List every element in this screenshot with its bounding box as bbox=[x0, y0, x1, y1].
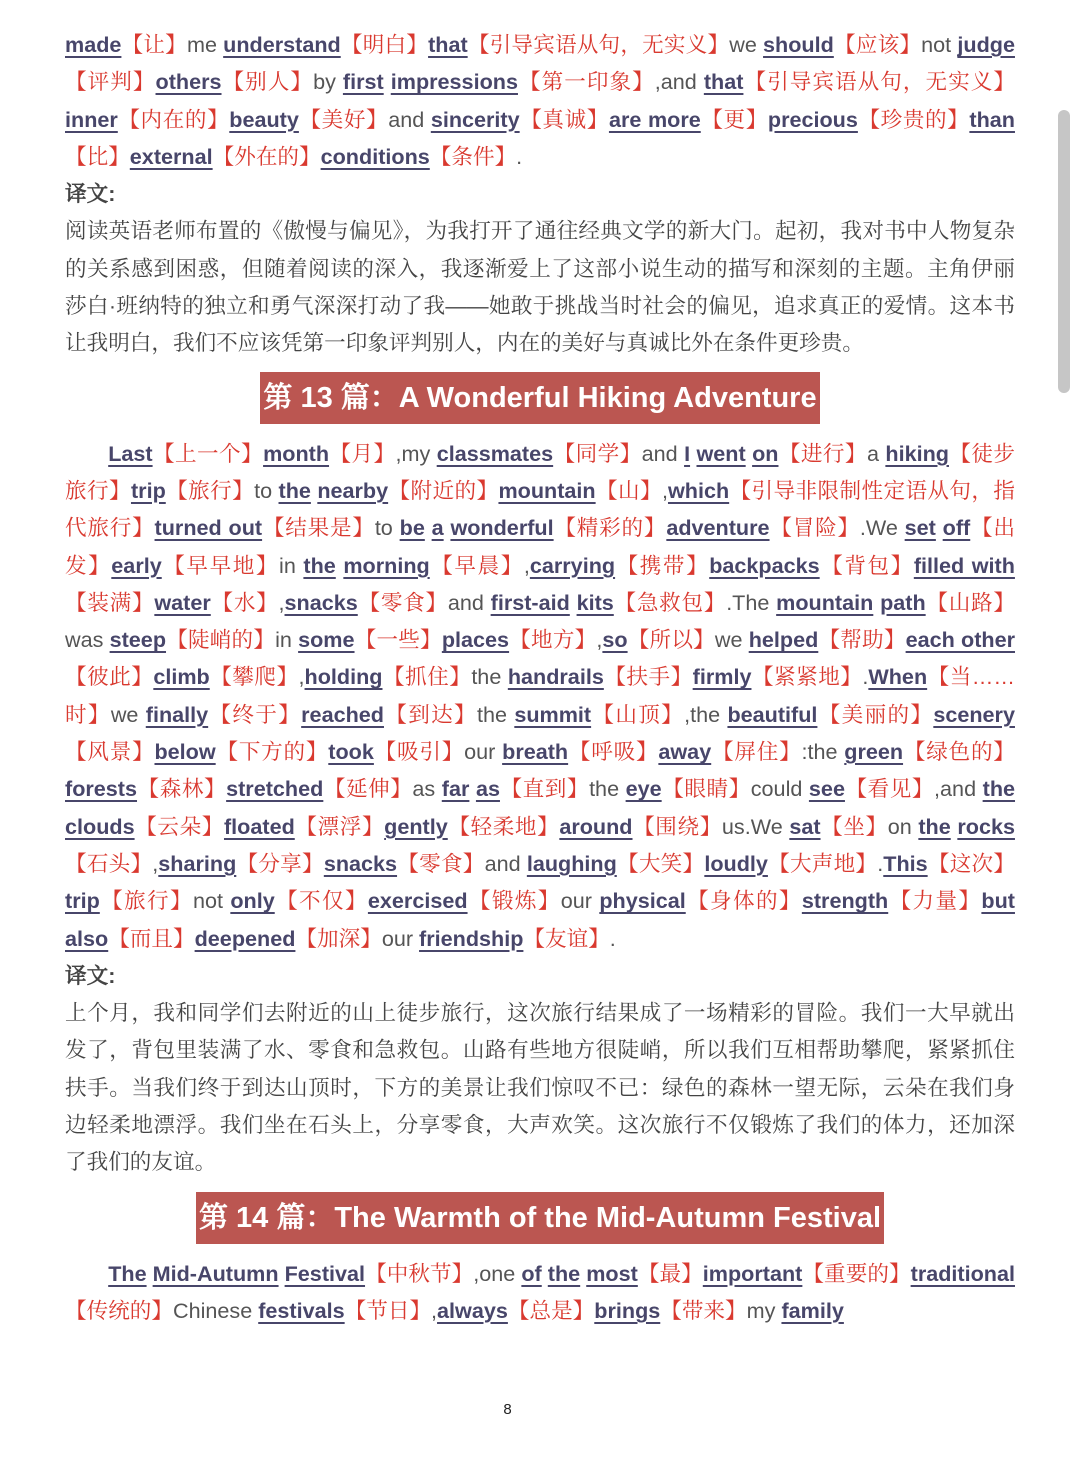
plain-text: not bbox=[192, 888, 231, 914]
plain-text: could bbox=[750, 776, 809, 802]
plain-text: , bbox=[523, 552, 530, 578]
keyword: judge bbox=[957, 32, 1015, 57]
gloss: 【呼吸】 bbox=[568, 739, 659, 765]
passage-14-title: 第 14 篇：The Warmth of the Mid-Autumn Festival bbox=[196, 1192, 884, 1244]
plain-text: , bbox=[152, 850, 159, 876]
keyword: precious bbox=[767, 106, 858, 132]
plain-text: ,one bbox=[473, 1260, 522, 1286]
keyword: scenery bbox=[933, 701, 1015, 727]
gloss: 【一些】 bbox=[354, 627, 442, 653]
gloss: 【分享】 bbox=[236, 850, 324, 876]
keyword: Mid-Autumn bbox=[152, 1260, 279, 1286]
plain-text: a bbox=[866, 440, 886, 466]
keyword: beautiful bbox=[727, 701, 818, 727]
gloss: 【山顶】 bbox=[591, 701, 685, 727]
keyword: of bbox=[521, 1260, 542, 1286]
plain-text: , bbox=[278, 589, 285, 615]
keyword: the bbox=[918, 813, 951, 839]
keyword: sincerity bbox=[430, 106, 520, 132]
gloss: 【所以】 bbox=[627, 627, 715, 653]
gloss: 【不仅】 bbox=[274, 888, 368, 914]
keyword: stretched bbox=[226, 776, 324, 802]
gloss: 【山】 bbox=[595, 477, 662, 503]
keyword: others bbox=[155, 69, 222, 95]
gloss: 【帮助】 bbox=[818, 627, 906, 653]
gloss: 【坐】 bbox=[820, 813, 888, 839]
gloss: 【让】 bbox=[121, 32, 187, 57]
gloss: 【评判】 bbox=[65, 69, 156, 95]
gloss: 【传统的】 bbox=[65, 1297, 173, 1323]
gloss: 【旅行】 bbox=[99, 888, 193, 914]
keyword: turned out bbox=[154, 515, 263, 541]
gloss: 【紧紧地】 bbox=[751, 664, 863, 690]
keyword: external bbox=[129, 143, 213, 169]
keyword: trip bbox=[65, 888, 100, 914]
plain-text bbox=[384, 69, 391, 94]
plain-text: in bbox=[279, 552, 304, 578]
plain-text bbox=[570, 590, 577, 615]
gloss: 【屏住】 bbox=[711, 739, 802, 765]
page-number: 8 bbox=[503, 1401, 512, 1418]
keyword: the bbox=[547, 1260, 581, 1286]
keyword: physical bbox=[599, 888, 686, 914]
gloss: 【下方的】 bbox=[215, 739, 329, 765]
keyword: so bbox=[602, 627, 628, 653]
keyword: only bbox=[230, 888, 275, 914]
gloss: 【引导非限制性定语从句，指代旅行】 bbox=[65, 477, 1015, 541]
gloss: 【重要的】 bbox=[802, 1260, 911, 1286]
keyword: reached bbox=[301, 701, 384, 727]
keyword: family bbox=[781, 1297, 844, 1323]
plain-text: our bbox=[560, 888, 600, 914]
plain-text: ,my bbox=[395, 440, 437, 466]
keyword: hiking bbox=[885, 440, 949, 466]
gloss: 【外在的】 bbox=[212, 143, 321, 169]
keyword: be bbox=[399, 515, 425, 541]
plain-text: . bbox=[516, 143, 523, 169]
plain-text: the bbox=[589, 776, 626, 802]
gloss: 【珍贵的】 bbox=[857, 106, 970, 132]
keyword: backpacks bbox=[709, 552, 820, 578]
keyword: the bbox=[982, 776, 1016, 802]
keyword: nearby bbox=[317, 477, 389, 503]
plain-text: , bbox=[298, 664, 305, 690]
keyword: always bbox=[437, 1297, 508, 1323]
gloss: 【早早地】 bbox=[161, 552, 280, 578]
keyword: strength bbox=[801, 888, 889, 914]
gloss: 【总是】 bbox=[507, 1297, 595, 1323]
plain-text: by bbox=[313, 69, 343, 95]
gloss: 【明白】 bbox=[340, 32, 429, 57]
translation-label: 译文: bbox=[65, 962, 116, 988]
plain-text: to bbox=[254, 477, 279, 503]
gloss: 【比】 bbox=[65, 143, 130, 169]
plain-text: we bbox=[729, 32, 764, 57]
gloss: 【更】 bbox=[700, 106, 768, 132]
gloss: 【攀爬】 bbox=[209, 664, 299, 690]
plain-text bbox=[936, 515, 943, 540]
translation-label: 译文: bbox=[65, 181, 116, 207]
gloss: 【徒步旅行】 bbox=[65, 440, 1015, 503]
keyword: handrails bbox=[507, 664, 604, 690]
keyword: went bbox=[696, 440, 746, 466]
plain-text: and bbox=[484, 850, 527, 876]
keyword: around bbox=[559, 813, 633, 839]
gloss: 【云朵】 bbox=[134, 813, 224, 839]
passage-14-heading bbox=[65, 1192, 1015, 1244]
gloss: 【第一印象】 bbox=[517, 69, 655, 95]
gloss: 【到达】 bbox=[383, 701, 477, 727]
keyword: wonderful bbox=[450, 515, 554, 541]
gloss: 【石头】 bbox=[65, 850, 153, 876]
keyword: understand bbox=[223, 32, 341, 57]
keyword: holding bbox=[304, 664, 383, 690]
keyword: on bbox=[752, 440, 779, 466]
keyword: first bbox=[342, 69, 384, 95]
gloss: 【延伸】 bbox=[323, 776, 413, 802]
gloss: 【美丽的】 bbox=[817, 701, 934, 727]
plain-text: :the bbox=[801, 739, 845, 765]
plain-text: us.We bbox=[721, 813, 790, 839]
gloss: 【当……时】 bbox=[65, 664, 1015, 727]
keyword: kits bbox=[576, 589, 614, 615]
keyword: as bbox=[475, 776, 500, 802]
plain-text: , bbox=[661, 477, 668, 503]
keyword: I bbox=[684, 440, 691, 466]
plain-text: me bbox=[186, 32, 224, 57]
gloss: 【进行】 bbox=[778, 440, 867, 466]
gloss: 【加深】 bbox=[295, 925, 382, 951]
keyword: places bbox=[441, 627, 510, 653]
gloss: 【引导宾语从句，无实义】 bbox=[743, 69, 1015, 95]
keyword: conditions bbox=[320, 143, 430, 169]
gloss: 【而且】 bbox=[108, 925, 195, 951]
gloss: 【急救包】 bbox=[613, 589, 727, 615]
plain-text: Chinese bbox=[172, 1297, 259, 1323]
plain-text: . bbox=[877, 850, 884, 876]
keyword: When bbox=[868, 664, 928, 690]
keyword: steep bbox=[109, 627, 167, 653]
plain-text: ,and bbox=[934, 776, 983, 802]
keyword: traditional bbox=[910, 1260, 1015, 1286]
keyword: than bbox=[969, 106, 1015, 132]
keyword: off bbox=[942, 515, 971, 541]
gloss: 【出发】 bbox=[65, 515, 1016, 578]
keyword: far bbox=[441, 776, 470, 802]
gloss: 【早晨】 bbox=[429, 552, 524, 578]
gloss: 【携带】 bbox=[615, 552, 710, 578]
plain-text: ,and bbox=[654, 69, 704, 95]
gloss: 【彼此】 bbox=[65, 664, 154, 690]
gloss: 【旅行】 bbox=[165, 477, 255, 503]
plain-text: . bbox=[862, 664, 869, 690]
keyword: month bbox=[263, 440, 330, 466]
gloss: 【精彩的】 bbox=[553, 515, 667, 541]
plain-text bbox=[425, 515, 432, 540]
gloss: 【绿色的】 bbox=[903, 739, 1015, 765]
gloss: 【力量】 bbox=[888, 888, 982, 914]
keyword: took bbox=[328, 739, 374, 765]
keyword: floated bbox=[223, 813, 295, 839]
plain-text: on bbox=[887, 813, 919, 839]
gloss: 【装满】 bbox=[65, 589, 155, 615]
plain-text: the bbox=[476, 701, 515, 727]
plain-text: the bbox=[471, 664, 508, 690]
keyword: sharing bbox=[158, 850, 237, 876]
plain-text: in bbox=[275, 627, 299, 653]
plain-text: and bbox=[641, 440, 685, 466]
keyword: see bbox=[808, 776, 845, 802]
plain-text: ,the bbox=[684, 701, 728, 727]
page-content bbox=[65, 26, 1015, 1329]
keyword: impressions bbox=[390, 69, 518, 95]
gloss: 【美好】 bbox=[298, 106, 389, 132]
gloss: 【中秋节】 bbox=[365, 1260, 474, 1286]
plain-text: we bbox=[110, 701, 146, 727]
gloss: 【大笑】 bbox=[616, 850, 705, 876]
gloss: 【轻柔地】 bbox=[447, 813, 560, 839]
keyword: laughing bbox=[526, 850, 617, 876]
gloss: 【别人】 bbox=[221, 69, 314, 95]
keyword: friendship bbox=[419, 925, 524, 951]
keyword: eye bbox=[625, 776, 662, 802]
gloss: 【带来】 bbox=[660, 1297, 747, 1323]
plain-text: . bbox=[609, 925, 616, 951]
keyword: mountain bbox=[776, 589, 874, 615]
gloss: 【节日】 bbox=[344, 1297, 432, 1323]
gloss: 【陡峭的】 bbox=[166, 627, 276, 653]
keyword: each other bbox=[905, 627, 1015, 653]
keyword: but also bbox=[65, 888, 1015, 951]
gloss: 【零食】 bbox=[397, 850, 485, 876]
keyword: classmates bbox=[436, 440, 554, 466]
passage-12-translation: 阅读英语老师布置的《傲慢与偏见》，为我打开了通往经典文学的新大门。起初，我对书中人物复杂的关系感到困惑，但随着阅读的深入，我逐渐爱上了这部小说生动的描写和深刻的主题。主角伊丽莎白·班纳特的独立和勇气深深打动了我——她敢于挑战当时社会的偏见，追求真正的爱情。这本书让我明白，我们不应该凭第一印象评判别人，内在的美好与真诚比外在条件更珍贵。 bbox=[65, 218, 1015, 356]
passage-13-translation: 上个月，我和同学们去附近的山上徒步旅行，这次旅行结果成了一场精彩的冒险。我们一大早就出发了，背包里装满了水、零食和急救包。山路有些地方很陡峭，所以我们互相帮助攀爬，紧紧抓住扶手。当我们终于到达山顶时，下方的美景让我们惊叹不已：绿色的森林一望无际，云朵在我们身边轻柔地漂浮。我们坐在石头上，分享零食，大声欢笑。这次旅行不仅锻炼了我们的体力，还加深了我们的友谊。 bbox=[65, 1000, 1015, 1175]
gloss: 【看见】 bbox=[844, 776, 935, 802]
keyword: filled with bbox=[913, 552, 1015, 578]
keyword: trip bbox=[130, 477, 166, 503]
keyword: first-aid bbox=[490, 589, 570, 615]
gloss: 【地方】 bbox=[509, 627, 597, 653]
scrollbar-thumb[interactable] bbox=[1058, 110, 1070, 393]
gloss: 【抓住】 bbox=[382, 664, 472, 690]
keyword: most bbox=[586, 1260, 638, 1286]
gloss: 【大声地】 bbox=[767, 850, 878, 876]
plain-text: as bbox=[412, 776, 442, 802]
keyword: snacks bbox=[323, 850, 398, 876]
keyword: green bbox=[844, 739, 904, 765]
gloss: 【风景】 bbox=[65, 739, 155, 765]
keyword: away bbox=[658, 739, 712, 765]
plain-text: .We bbox=[859, 515, 905, 541]
keyword: should bbox=[763, 32, 834, 57]
plain-text: our bbox=[381, 925, 420, 951]
gloss: 【上一个】 bbox=[152, 440, 264, 466]
gloss: 【锻炼】 bbox=[467, 888, 561, 914]
gloss: 【围绕】 bbox=[632, 813, 722, 839]
gloss: 【冒险】 bbox=[769, 515, 860, 541]
gloss: 【背包】 bbox=[819, 552, 914, 578]
keyword: exercised bbox=[367, 888, 468, 914]
gloss: 【这次】 bbox=[927, 850, 1015, 876]
plain-text: .The bbox=[726, 589, 777, 615]
keyword: early bbox=[111, 552, 162, 578]
gloss: 【扶手】 bbox=[603, 664, 693, 690]
gloss: 【结果是】 bbox=[262, 515, 375, 541]
keyword: the bbox=[278, 477, 311, 503]
plain-text: not bbox=[921, 32, 958, 57]
passage-12-closing-paragraph bbox=[65, 26, 1015, 175]
keyword: gently bbox=[384, 813, 448, 839]
gloss: 【眼睛】 bbox=[661, 776, 751, 802]
keyword: a bbox=[431, 515, 444, 541]
gloss: 【最】 bbox=[637, 1260, 703, 1286]
gloss: 【直到】 bbox=[499, 776, 590, 802]
gloss: 【附近的】 bbox=[388, 477, 499, 503]
gloss: 【条件】 bbox=[429, 143, 517, 169]
gloss: 【应该】 bbox=[833, 32, 922, 57]
keyword: rocks bbox=[957, 813, 1015, 839]
keyword: important bbox=[702, 1260, 803, 1286]
keyword: deepened bbox=[194, 925, 296, 951]
keyword: inner bbox=[65, 106, 118, 132]
gloss: 【漂浮】 bbox=[294, 813, 385, 839]
gloss: 【内在的】 bbox=[117, 106, 230, 132]
plain-text: my bbox=[746, 1297, 782, 1323]
keyword: morning bbox=[343, 552, 430, 578]
gloss: 【友谊】 bbox=[523, 925, 610, 951]
keyword: breath bbox=[502, 739, 569, 765]
plain-text: we bbox=[714, 627, 749, 653]
plain-text: and bbox=[388, 106, 431, 132]
keyword: festivals bbox=[258, 1297, 345, 1323]
passage-13-paragraph bbox=[65, 435, 1015, 957]
keyword: brings bbox=[594, 1297, 661, 1323]
keyword: adventure bbox=[666, 515, 770, 541]
gloss: 【山路】 bbox=[925, 589, 1015, 615]
keyword: helped bbox=[748, 627, 819, 653]
gloss: 【真诚】 bbox=[519, 106, 609, 132]
keyword: summit bbox=[514, 701, 592, 727]
keyword: beauty bbox=[229, 106, 299, 132]
keyword: below bbox=[154, 739, 216, 765]
plain-text: and bbox=[447, 589, 491, 615]
keyword: made bbox=[65, 32, 122, 57]
keyword: that bbox=[428, 32, 468, 57]
plain-text: , bbox=[431, 1297, 438, 1323]
gloss: 【身体的】 bbox=[685, 888, 802, 914]
passage-13-title: 第 13 篇：A Wonderful Hiking Adventure bbox=[260, 372, 819, 424]
keyword: loudly bbox=[704, 850, 768, 876]
plain-text: our bbox=[464, 739, 503, 765]
keyword: the bbox=[303, 552, 336, 578]
plain-text: was bbox=[65, 627, 110, 653]
gloss: 【同学】 bbox=[553, 440, 642, 466]
keyword: which bbox=[667, 477, 730, 503]
keyword: firmly bbox=[692, 664, 752, 690]
gloss: 【吸引】 bbox=[373, 739, 465, 765]
plain-text: to bbox=[374, 515, 400, 541]
gloss: 【零食】 bbox=[357, 589, 448, 615]
keyword: clouds bbox=[65, 813, 135, 839]
gloss: 【森林】 bbox=[137, 776, 227, 802]
keyword: Festival bbox=[284, 1260, 366, 1286]
keyword: are more bbox=[608, 106, 701, 132]
keyword: set bbox=[904, 515, 936, 541]
plain-text: , bbox=[596, 627, 603, 653]
keyword: some bbox=[298, 627, 355, 653]
keyword: finally bbox=[145, 701, 209, 727]
keyword: that bbox=[703, 69, 744, 95]
gloss: 【水】 bbox=[210, 589, 279, 615]
keyword: sat bbox=[789, 813, 821, 839]
keyword: path bbox=[880, 589, 926, 615]
gloss: 【月】 bbox=[329, 440, 396, 466]
keyword: mountain bbox=[498, 477, 596, 503]
gloss: 【终于】 bbox=[208, 701, 302, 727]
keyword: forests bbox=[65, 776, 138, 802]
keyword: water bbox=[154, 589, 211, 615]
keyword: Last bbox=[108, 440, 153, 466]
keyword: This bbox=[883, 850, 928, 876]
passage-13-heading bbox=[65, 372, 1015, 424]
keyword: carrying bbox=[529, 552, 616, 578]
keyword: climb bbox=[153, 664, 210, 690]
passage-14-paragraph bbox=[65, 1255, 1015, 1330]
gloss: 【引导宾语从句，无实义】 bbox=[467, 32, 730, 57]
keyword: The bbox=[108, 1260, 147, 1286]
keyword: snacks bbox=[284, 589, 358, 615]
